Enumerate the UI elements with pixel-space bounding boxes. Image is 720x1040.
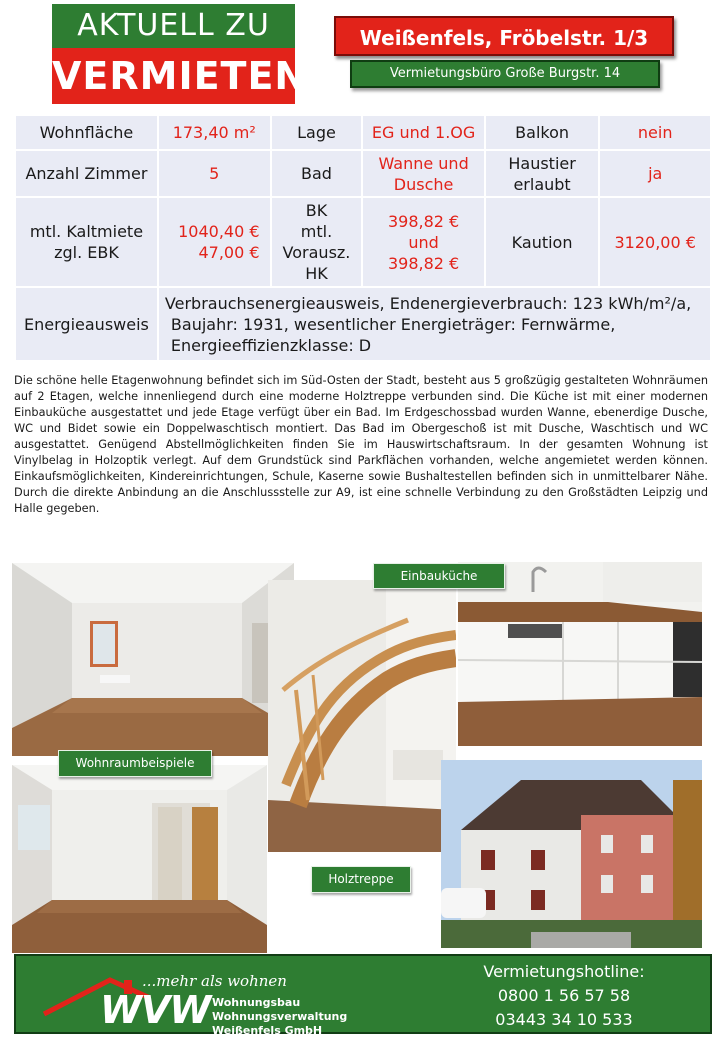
- slogan: ...mehr als wohnen: [142, 972, 287, 990]
- hk-label-line: HK: [305, 264, 328, 283]
- hotline: [464, 960, 664, 1032]
- caption-stairs: Holztreppe: [311, 866, 411, 893]
- nebenkosten-value: [362, 197, 484, 287]
- address-badge: Weißenfels, Fröbelstr. 1/3: [334, 16, 674, 56]
- table-row: [15, 115, 711, 150]
- zimmer-value: 5: [158, 150, 271, 197]
- energieausweis-value: [158, 287, 711, 361]
- aktuell-zu-vermieten-logo: [52, 4, 308, 104]
- ebk-amount: 47,00 €: [198, 243, 260, 262]
- energie-line: Energieeffizienzklasse: D: [170, 335, 372, 355]
- property-description: Die schöne helle Etagenwohnung befindet sich im Süd-Osten der Stadt, besteht aus 5 großzügig gestalteten Wohnräumen auf 2 Etagen, welche innenliegend durch eine moderne Holztreppe verbunden sind. Die Küche ist mit einer modernen Einbauküche ausgestattet und jede Etage verfügt über ein Bad. Im Erdgeschossbad wurden Wanne, ebenerdige Dusche, WC und Bidet sowie ein Doppelwaschtisch montiert. Das Bad im Obergeschoß ist mit Dusche, Waschtisch und WC ausgestattet. Genügend Abstellmöglichkeiten finden Sie im Hauswirtschaftsraum. In der gesamten Wohnung ist Vinylbelag in Holzoptik verlegt. Auf dem Grundstück sind Parkflächen vorhanden, welche angemietet werden können. Einkaufsmöglichkeiten, Kindereinrichtungen, Schule, Kaserne sowie Bushaltestellen befinden sich in unmittelbarer Nähe. Durch die direkte Anbindung an die Anschlussstelle zur A9, ist eine schnelle Verbindung zu den Großstädten Leipzig und Halle gegeben.: [14, 374, 708, 515]
- property-facts-table: [14, 114, 712, 362]
- kaltmiete-amount: 1040,40 €: [178, 222, 260, 241]
- living-room-photo-1: [12, 563, 294, 756]
- office-badge: Vermietungsbüro Große Burgstr. 14: [350, 60, 660, 88]
- caption-living: Wohnraumbeispiele: [58, 750, 212, 777]
- bad-label: Bad: [271, 150, 363, 197]
- brand-wordmark: WVW: [100, 988, 211, 1032]
- kaltmiete-label: [15, 197, 158, 287]
- haustier-label: Haustier erlaubt: [485, 150, 600, 197]
- nebenkosten-label: [271, 197, 363, 287]
- table-row: [15, 197, 711, 287]
- logo-top-text: AKTUELL ZU: [52, 4, 295, 48]
- wohnflaeche-label: Wohnfläche: [15, 115, 158, 150]
- caption-kitchen: Einbauküche: [373, 563, 505, 589]
- lage-value: EG und 1.OG: [362, 115, 484, 150]
- company-name: [212, 996, 400, 1038]
- zimmer-label: Anzahl Zimmer: [15, 150, 158, 197]
- kaltmiete-label-line: mtl. Kaltmiete: [29, 222, 144, 241]
- wvw-logo: [40, 968, 400, 1037]
- bad-value: Wanne und Dusche: [362, 150, 484, 197]
- building-photo: [441, 760, 702, 948]
- table-row: [15, 287, 711, 361]
- living-room-photo-2: [12, 765, 267, 953]
- balkon-label: Balkon: [485, 115, 600, 150]
- kaution-label: Kaution: [485, 197, 600, 287]
- haustier-value: ja: [599, 150, 711, 197]
- energie-line: Baujahr: 1931, wesentlicher Energieträger: Fernwärme,: [170, 314, 616, 334]
- wohnflaeche-value: 173,40 m²: [158, 115, 271, 150]
- stairs-photo: [268, 580, 456, 852]
- lage-label: Lage: [271, 115, 363, 150]
- hotline-label: Vermietungshotline:: [483, 962, 645, 981]
- bk-amount: 398,82 €: [387, 211, 460, 231]
- und-text: und: [408, 232, 439, 252]
- mtl-label-line: mtl.: [300, 222, 333, 241]
- bk-label-line: BK: [305, 201, 328, 220]
- vorausz-label-line: Vorausz.: [282, 243, 351, 262]
- hotline-phone-1[interactable]: 0800 1 56 57 58: [497, 986, 631, 1005]
- balkon-value: nein: [599, 115, 711, 150]
- kaltmiete-value: [158, 197, 271, 287]
- company-line: Wohnungsbau Wohnungsverwaltung: [212, 996, 348, 1023]
- kitchen-photo: [458, 562, 702, 746]
- table-row: [15, 150, 711, 197]
- energieausweis-label: Energieausweis: [15, 287, 158, 361]
- company-line: Weißenfels GmbH: [212, 1024, 323, 1037]
- logo-bottom-text: VERMIETEN: [52, 48, 295, 104]
- kaution-value: 3120,00 €: [599, 197, 711, 287]
- footer-banner: [14, 954, 712, 1037]
- hk-amount: 398,82 €: [387, 253, 460, 273]
- hotline-phone-2[interactable]: 03443 34 10 533: [495, 1010, 633, 1029]
- energie-line: Verbrauchsenergieausweis, Endenergieverbrauch: 123 kWh/m²/a,: [164, 293, 692, 313]
- ebk-label-line: zgl. EBK: [54, 243, 119, 262]
